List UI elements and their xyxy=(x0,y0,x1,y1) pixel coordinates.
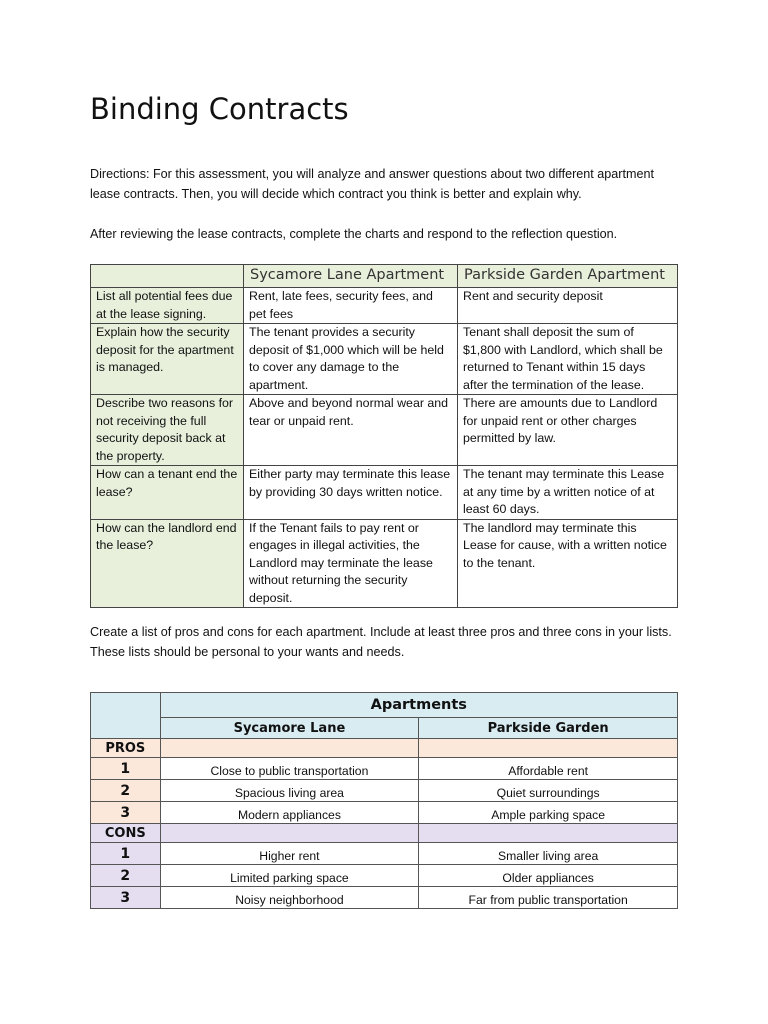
pros-cons-table xyxy=(90,692,678,909)
table-row xyxy=(91,288,678,324)
lease-question: List all potential fees due at the lease signing. xyxy=(91,288,244,324)
lease-answer-sycamore: Rent, late fees, security fees, and pet fees xyxy=(244,288,458,324)
lease-answer-parkside: Tenant shall deposit the sum of $1,800 with Landlord, which shall be returned to Tenant within 15 days after the termination of the lease. xyxy=(458,324,678,395)
lease-answer-sycamore: Either party may terminate this lease by providing 30 days written notice. xyxy=(244,466,458,520)
page-title: Binding Contracts xyxy=(90,92,349,126)
table-row xyxy=(91,758,678,780)
apartments-header: Apartments xyxy=(160,693,677,718)
lease-header-sycamore: Sycamore Lane Apartment xyxy=(244,265,458,288)
pros-blank-cell xyxy=(419,739,678,758)
sycamore-column-header: Sycamore Lane xyxy=(160,718,419,739)
lease-answer-sycamore: If the Tenant fails to pay rent or engages in illegal activities, the Landlord may terminate the lease without returning the security deposit. xyxy=(244,519,458,608)
con-number: 1 xyxy=(91,843,161,865)
con-parkside: Far from public transportation xyxy=(419,887,678,909)
cons-label: CONS xyxy=(91,824,161,843)
pro-number: 1 xyxy=(91,758,161,780)
pro-parkside: Affordable rent xyxy=(419,758,678,780)
parkside-column-header: Parkside Garden xyxy=(419,718,678,739)
table-row xyxy=(91,865,678,887)
table-row xyxy=(91,780,678,802)
pc-subheader-row xyxy=(91,718,678,739)
con-sycamore: Noisy neighborhood xyxy=(160,887,419,909)
pros-label-row xyxy=(91,739,678,758)
table-row xyxy=(91,887,678,909)
lease-header-parkside: Parkside Garden Apartment xyxy=(458,265,678,288)
lease-answer-parkside: There are amounts due to Landlord for unpaid rent or other charges permitted by law. xyxy=(458,395,678,466)
pro-sycamore: Close to public transportation xyxy=(160,758,419,780)
cons-blank-cell xyxy=(160,824,419,843)
pro-number: 2 xyxy=(91,780,161,802)
lease-comparison-table xyxy=(90,264,678,608)
pros-blank-cell xyxy=(160,739,419,758)
lease-question: Explain how the security deposit for the apartment is managed. xyxy=(91,324,244,395)
table-row xyxy=(91,519,678,608)
con-sycamore: Higher rent xyxy=(160,843,419,865)
con-parkside: Older appliances xyxy=(419,865,678,887)
pc-corner-cell xyxy=(91,693,161,739)
pro-sycamore: Modern appliances xyxy=(160,802,419,824)
table-row xyxy=(91,802,678,824)
pro-parkside: Quiet surroundings xyxy=(419,780,678,802)
lease-answer-sycamore: The tenant provides a security deposit of $1,000 which will be held to cover any damage to the apartment. xyxy=(244,324,458,395)
table-row xyxy=(91,843,678,865)
lease-question: How can a tenant end the lease? xyxy=(91,466,244,520)
con-parkside: Smaller living area xyxy=(419,843,678,865)
pros-label: PROS xyxy=(91,739,161,758)
table-row xyxy=(91,466,678,520)
pros-cons-instructions: Create a list of pros and cons for each apartment. Include at least three pros and three cons in your lists. These lists should be personal to your wants and needs. xyxy=(90,625,672,659)
pc-header-row xyxy=(91,693,678,718)
con-sycamore: Limited parking space xyxy=(160,865,419,887)
cons-blank-cell xyxy=(419,824,678,843)
table-row xyxy=(91,395,678,466)
lease-question: Describe two reasons for not receiving the full security deposit back at the property. xyxy=(91,395,244,466)
pro-parkside: Ample parking space xyxy=(419,802,678,824)
lease-answer-parkside: The landlord may terminate this Lease for cause, with a written notice to the tenant. xyxy=(458,519,678,608)
pro-sycamore: Spacious living area xyxy=(160,780,419,802)
con-number: 2 xyxy=(91,865,161,887)
lease-answer-parkside: The tenant may terminate this Lease at any time by a written notice of at least 60 days. xyxy=(458,466,678,520)
lease-header-row xyxy=(91,265,678,288)
lease-answer-parkside: Rent and security deposit xyxy=(458,288,678,324)
table-row xyxy=(91,324,678,395)
directions-text: Directions: For this assessment, you will analyze and answer questions about two different apartment lease contracts. Then, you will decide which contract you think is better and explain why. xyxy=(90,167,654,201)
cons-label-row xyxy=(91,824,678,843)
lease-answer-sycamore: Above and beyond normal wear and tear or unpaid rent. xyxy=(244,395,458,466)
instructions-text: After reviewing the lease contracts, complete the charts and respond to the reflection question. xyxy=(90,227,618,241)
lease-question: How can the landlord end the lease? xyxy=(91,519,244,608)
lease-header-blank xyxy=(91,265,244,288)
con-number: 3 xyxy=(91,887,161,909)
pro-number: 3 xyxy=(91,802,161,824)
